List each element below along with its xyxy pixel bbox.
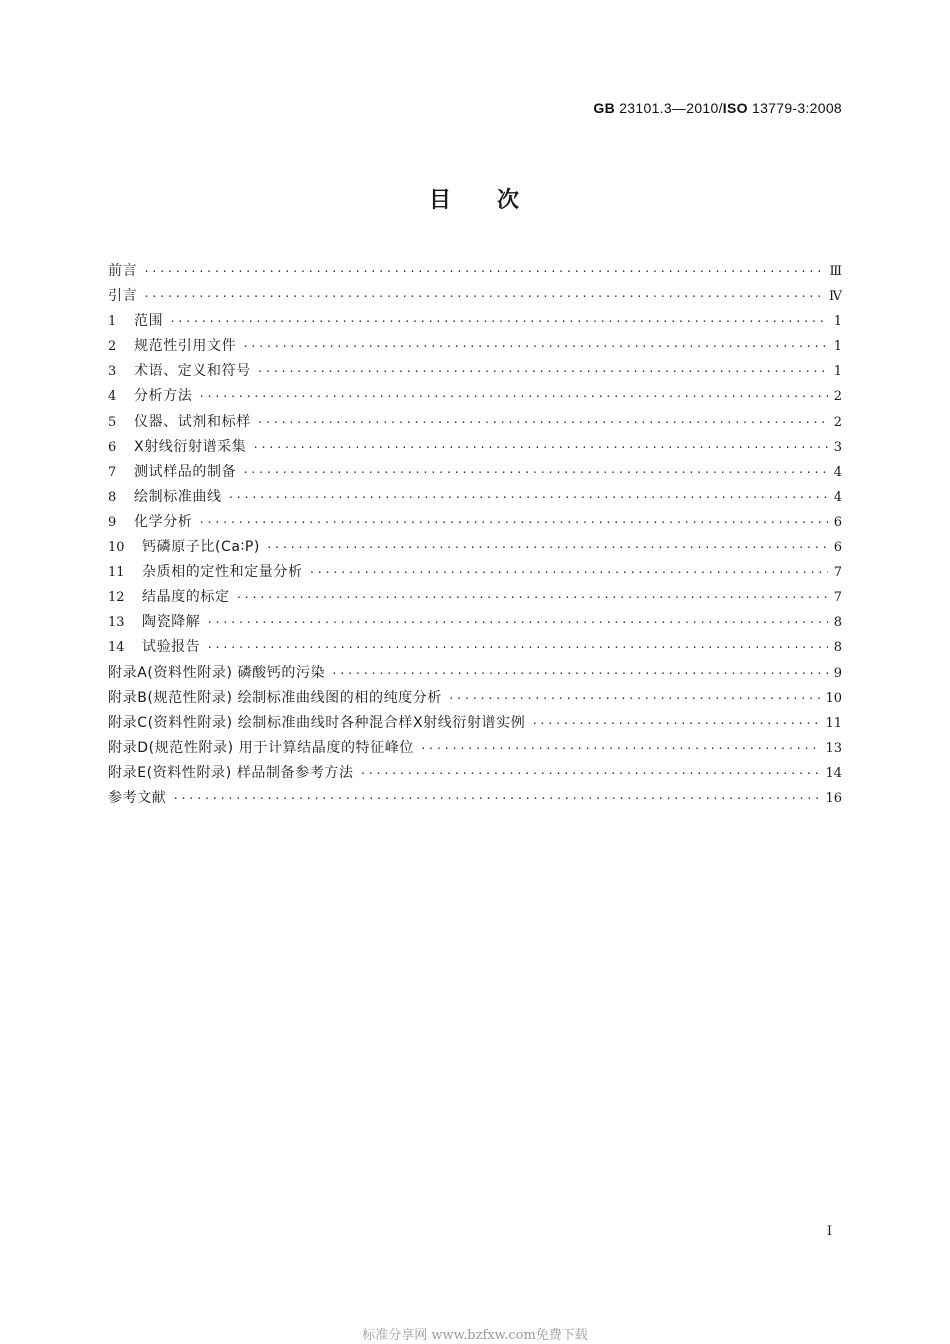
toc-entry-7[interactable]	[108, 460, 842, 485]
toc-entry-2[interactable]	[108, 334, 842, 359]
toc-page-number: 11	[825, 715, 842, 731]
toc-label: 范围	[134, 313, 164, 330]
toc-label: 杂质相的定性和定量分析	[142, 564, 303, 581]
toc-page-number: 1	[833, 339, 842, 355]
toc-section-number: 12	[108, 590, 125, 606]
toc-page-number: 8	[833, 615, 842, 631]
toc-entry-annex-c[interactable]	[108, 711, 842, 736]
toc-entry-13[interactable]	[108, 610, 842, 635]
toc-page-number: 9	[833, 665, 842, 681]
toc-leader-dots	[309, 560, 828, 585]
toc-title	[0, 183, 950, 214]
toc-section-number: 9	[108, 514, 117, 530]
toc-leader-dots	[206, 610, 828, 635]
toc-leader-dots	[206, 635, 828, 660]
toc-title-char-2: 次	[497, 188, 522, 213]
toc-page-number: 1	[833, 314, 842, 330]
toc-section-number: 2	[108, 339, 117, 355]
page-number: I	[826, 1224, 832, 1239]
toc-entry-11[interactable]	[108, 560, 842, 585]
toc-section-number: 8	[108, 489, 117, 505]
toc-entry-3[interactable]	[108, 359, 842, 384]
toc-section-number: 7	[108, 464, 117, 480]
toc-label: 规范性引用文件	[134, 338, 237, 355]
toc-label: 试验报告	[142, 639, 201, 656]
iso-prefix: ISO	[722, 100, 748, 116]
toc-page-number: 2	[833, 389, 842, 405]
toc-entry-8[interactable]	[108, 485, 842, 510]
toc-entry-annex-b[interactable]	[108, 686, 842, 711]
toc-entry-10[interactable]	[108, 535, 842, 560]
toc-entry-bibliography[interactable]	[108, 786, 842, 811]
toc-label: 化学分析	[134, 513, 193, 530]
toc-leader-dots	[252, 435, 828, 460]
toc-entry-5[interactable]	[108, 410, 842, 435]
toc-page-number: 14	[825, 765, 842, 781]
toc-label: 绘制标准曲线	[134, 488, 222, 505]
toc-label: 引言	[108, 288, 138, 305]
toc-page-number: Ⅳ	[829, 289, 842, 305]
toc-section-number: 1	[108, 314, 117, 330]
toc-leader-dots	[531, 711, 821, 736]
toc-entry-4[interactable]	[108, 384, 842, 409]
toc-leader-dots	[198, 384, 828, 409]
toc-page-number: Ⅲ	[829, 264, 842, 279]
toc-leader-dots	[242, 460, 828, 485]
table-of-contents	[108, 259, 842, 811]
toc-entry-6[interactable]	[108, 435, 842, 460]
toc-label: 分析方法	[134, 388, 193, 405]
toc-entry-annex-d[interactable]	[108, 736, 842, 761]
toc-leader-dots	[242, 334, 828, 359]
toc-label: 附录D(规范性附录) 用于计算结晶度的特征峰位	[108, 739, 414, 756]
toc-entry-14[interactable]	[108, 635, 842, 660]
toc-page-number: 6	[833, 514, 842, 530]
toc-leader-dots	[420, 736, 822, 761]
toc-entry-9[interactable]	[108, 510, 842, 535]
toc-page-number: 3	[833, 439, 842, 455]
toc-page-number: 10	[825, 690, 842, 706]
toc-label: 附录B(规范性附录) 绘制标准曲线图的相的纯度分析	[108, 689, 442, 706]
gb-prefix: GB	[593, 100, 616, 116]
toc-leader-dots	[331, 661, 828, 686]
toc-leader-dots	[448, 686, 821, 711]
toc-leader-dots	[360, 761, 822, 786]
toc-title-char-1: 目	[428, 188, 453, 213]
toc-section-number: 10	[108, 540, 125, 556]
toc-label: 附录C(资料性附录) 绘制标准曲线时各种混合样X射线衍射谱实例	[108, 714, 526, 731]
toc-leader-dots	[143, 284, 825, 309]
toc-label: 陶瓷降解	[142, 614, 201, 631]
toc-page-number: 2	[833, 414, 842, 430]
toc-section-number: 3	[108, 364, 117, 380]
toc-entry-annex-e[interactable]	[108, 761, 842, 786]
toc-label: 附录E(资料性附录) 样品制备参考方法	[108, 764, 354, 781]
toc-page-number: 4	[833, 464, 842, 480]
toc-page-number: 16	[825, 790, 842, 806]
toc-label: 前言	[108, 263, 138, 279]
toc-entry-12[interactable]	[108, 585, 842, 610]
toc-entry-1[interactable]	[108, 309, 842, 334]
toc-entry-introduction[interactable]	[108, 284, 842, 309]
toc-leader-dots	[257, 410, 828, 435]
toc-label: 测试样品的制备	[134, 463, 237, 480]
toc-label: X射线衍射谱采集	[134, 438, 247, 455]
toc-page-number: 8	[833, 640, 842, 656]
toc-label: 钙磷原子比(Ca∶P)	[142, 539, 260, 556]
toc-label: 术语、定义和符号	[134, 363, 251, 380]
toc-leader-dots	[143, 259, 825, 284]
toc-leader-dots	[198, 510, 828, 535]
toc-leader-dots	[169, 309, 828, 334]
standard-code-header	[593, 100, 842, 116]
toc-leader-dots	[228, 485, 828, 510]
toc-leader-dots	[266, 535, 828, 560]
toc-leader-dots	[257, 359, 828, 384]
toc-section-number: 13	[108, 615, 125, 631]
toc-page-number: 1	[833, 364, 842, 380]
toc-leader-dots	[172, 786, 821, 811]
toc-page-number: 13	[825, 740, 842, 756]
toc-section-number: 6	[108, 439, 117, 455]
toc-page-number: 6	[833, 540, 842, 556]
gb-number: 23101.3—2010/	[615, 100, 723, 116]
toc-page-number: 7	[833, 590, 842, 606]
toc-label: 附录A(资料性附录) 磷酸钙的污染	[108, 664, 326, 681]
iso-number: 13779-3:2008	[747, 100, 842, 116]
toc-page-number: 4	[833, 489, 842, 505]
toc-label: 结晶度的标定	[142, 589, 230, 606]
toc-section-number: 5	[108, 414, 117, 430]
toc-section-number: 4	[108, 389, 117, 405]
toc-entry-foreword[interactable]	[108, 259, 842, 284]
toc-entry-annex-a[interactable]	[108, 661, 842, 686]
watermark: 标准分享网 www.bzfxw.com免费下载	[362, 1328, 588, 1343]
toc-leader-dots	[236, 585, 828, 610]
toc-label: 仪器、试剂和标样	[134, 413, 251, 430]
toc-label: 参考文献	[108, 789, 167, 806]
toc-page-number: 7	[833, 565, 842, 581]
toc-section-number: 11	[108, 565, 125, 581]
toc-section-number: 14	[108, 640, 125, 656]
